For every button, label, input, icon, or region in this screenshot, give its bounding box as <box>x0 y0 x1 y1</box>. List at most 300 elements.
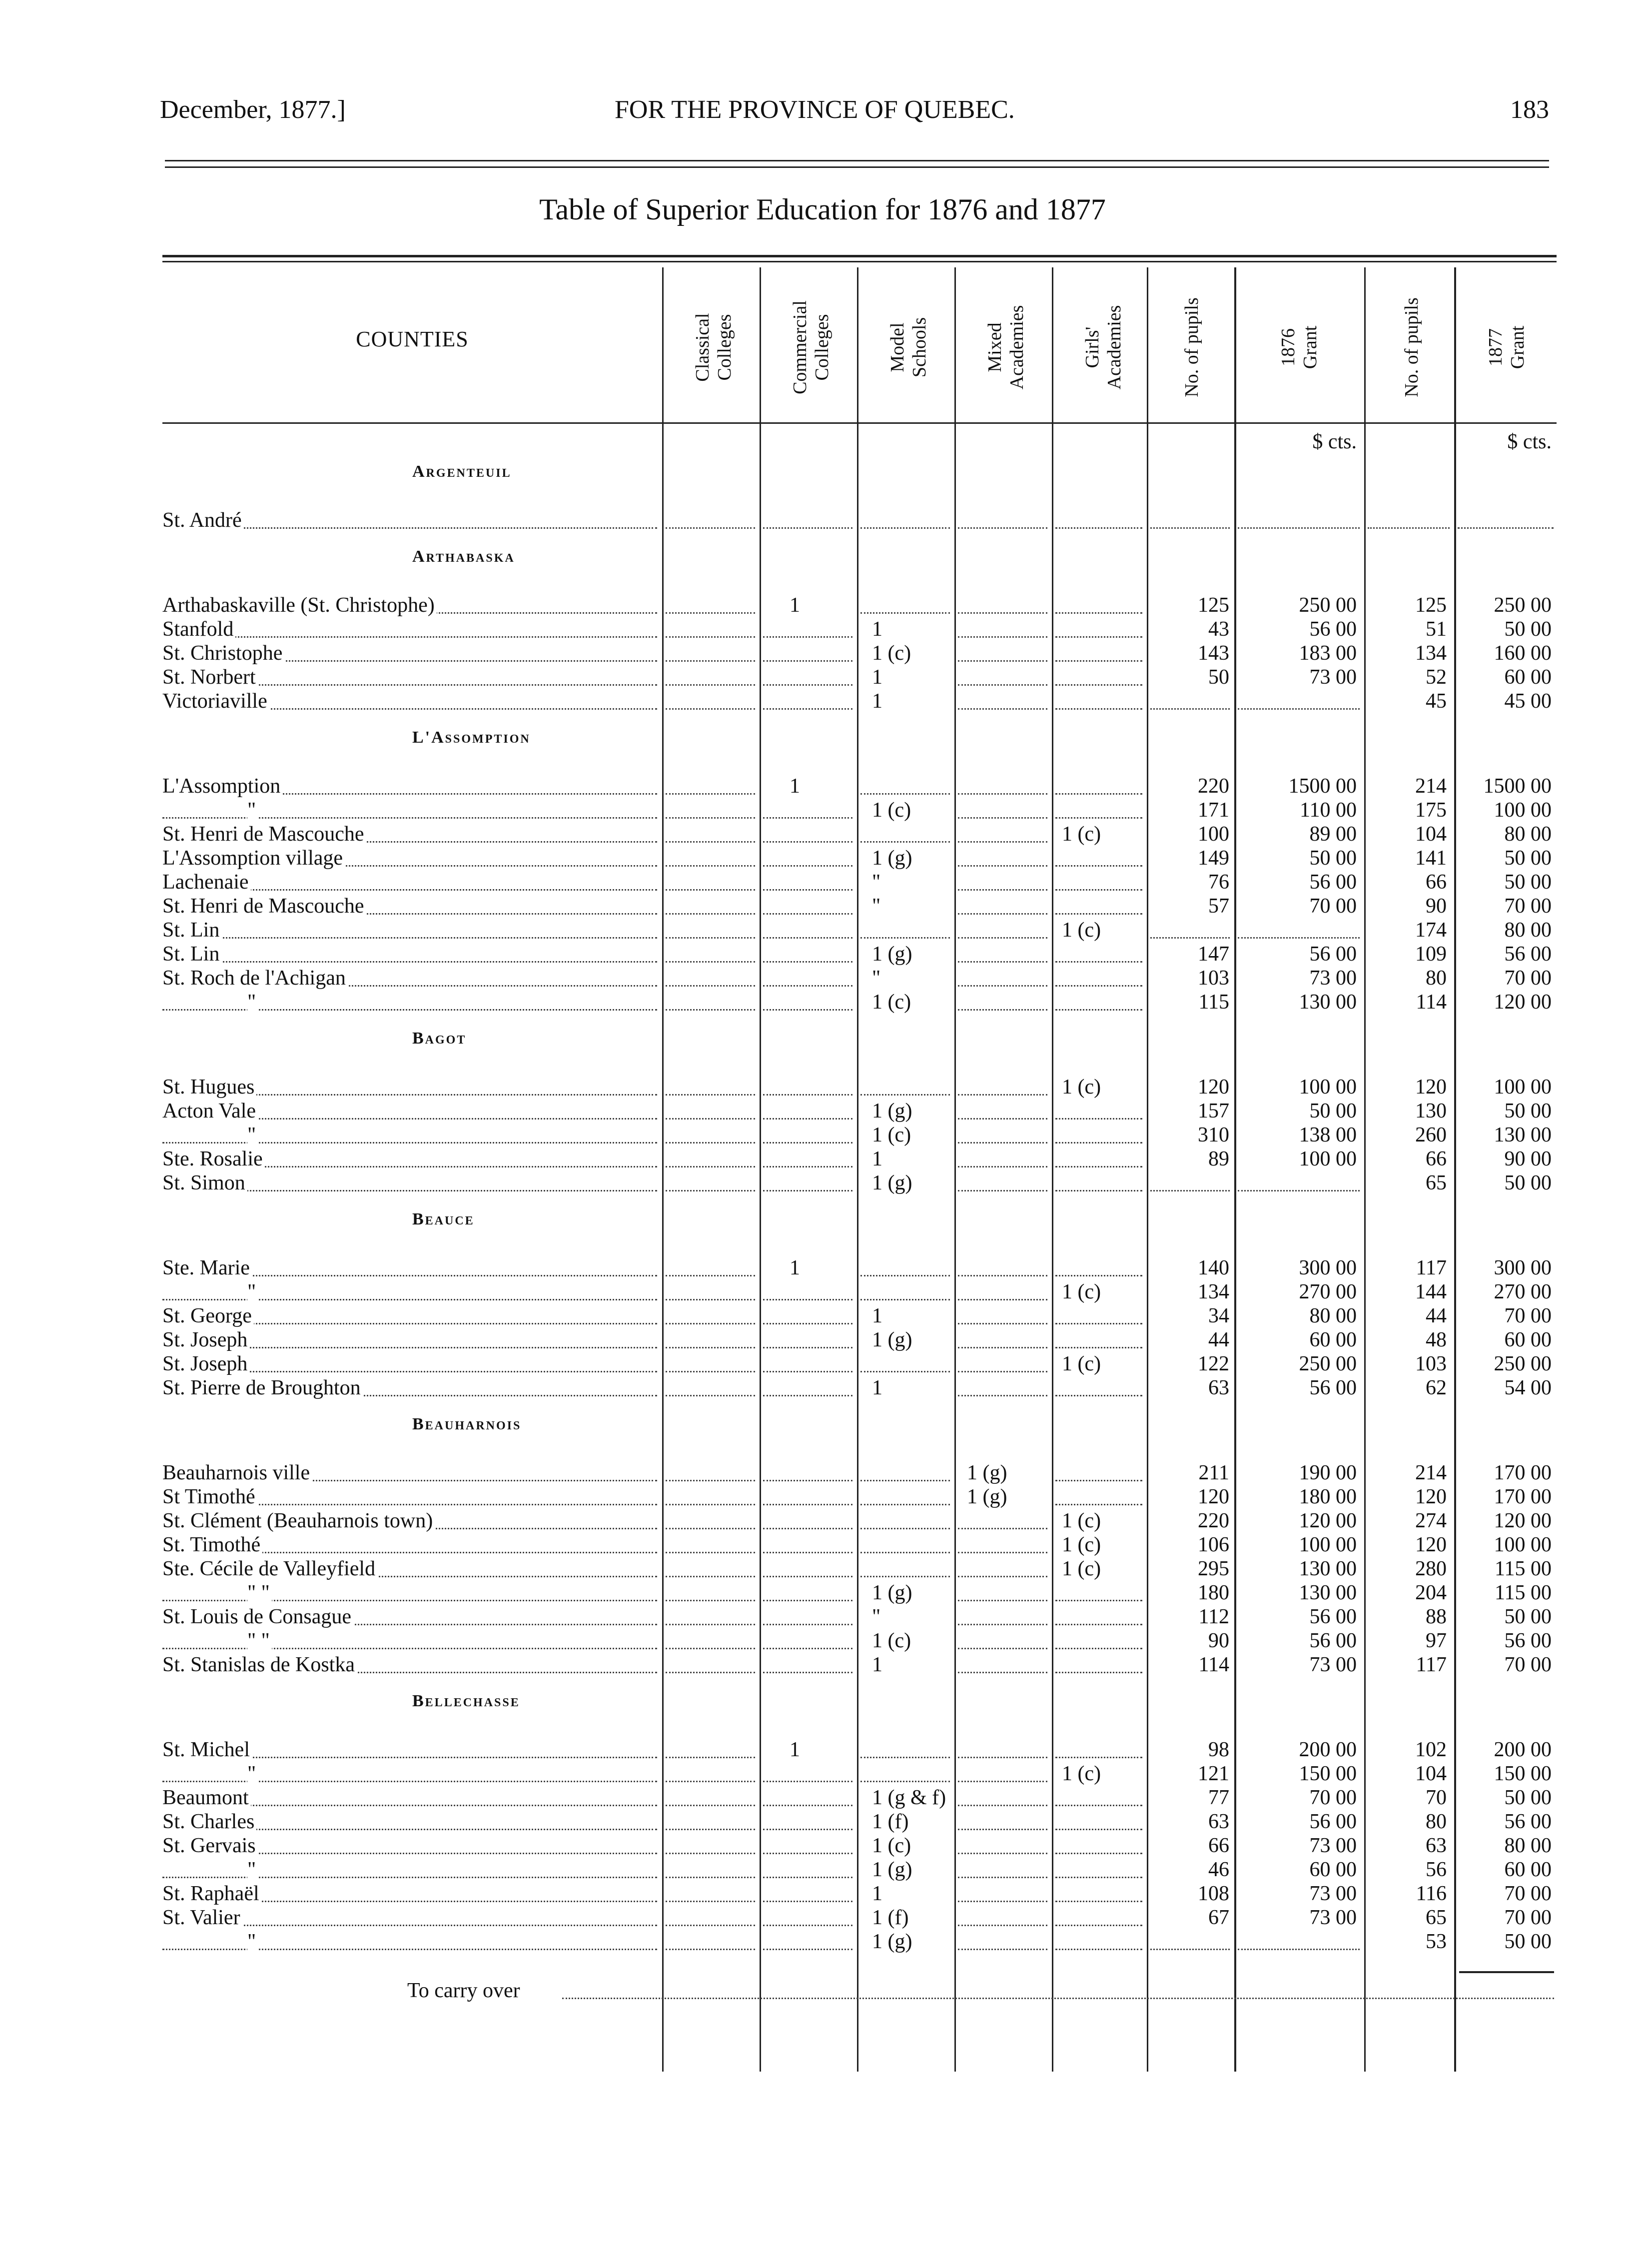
education-table <box>162 252 1557 2072</box>
cell-mo: " <box>872 895 881 918</box>
header-bottom-rule <box>162 422 1557 424</box>
cell-p6: 112 <box>1198 1605 1229 1628</box>
locality-name: St. Louis de Consague <box>162 1605 662 1629</box>
table-row <box>162 617 1557 641</box>
leader-dots <box>860 1456 950 1481</box>
leader-dots <box>666 660 755 686</box>
leader-dots <box>958 1829 1047 1854</box>
cell-p6: 76 <box>1208 871 1229 894</box>
cell-g7: 80 00 <box>1504 823 1552 846</box>
cell-g7: 50 00 <box>1504 871 1552 894</box>
cell-mo: 1 (g) <box>872 1581 912 1604</box>
header-rule <box>165 160 1549 161</box>
leader-dots <box>1055 684 1142 710</box>
cell-p7: 51 <box>1426 618 1447 641</box>
leader-dots <box>763 612 852 638</box>
cell-mo: 1 <box>872 1653 882 1676</box>
locality-name: " <box>162 798 662 822</box>
leader-dots <box>1055 1925 1142 1950</box>
cell-g7: 200 00 <box>1494 1738 1552 1761</box>
table-row <box>162 593 1557 617</box>
page-number: 183 <box>1510 95 1549 124</box>
cell-p7: 280 <box>1415 1557 1447 1580</box>
cell-p7: 90 <box>1426 895 1447 918</box>
cell-g6: 73 00 <box>1309 666 1357 689</box>
locality-name: St. Gervais <box>162 1834 662 1858</box>
leader-dots <box>666 684 755 710</box>
cell-p7: 88 <box>1426 1605 1447 1628</box>
leader-dots <box>958 769 1047 795</box>
cell-p6: 63 <box>1208 1810 1229 1833</box>
cell-g6: 138 00 <box>1299 1124 1357 1146</box>
cell-p7: 141 <box>1415 847 1447 870</box>
county-heading: Bellechasse <box>412 1692 520 1710</box>
leader-dots <box>958 1853 1047 1878</box>
table-row <box>162 1653 1557 1677</box>
leader-dots <box>958 1733 1047 1758</box>
table-row <box>162 1858 1557 1882</box>
locality-name: St. Pierre de Broughton <box>162 1376 662 1400</box>
leader-dots <box>666 1901 755 1926</box>
cell-g7: 115 00 <box>1495 1557 1552 1580</box>
locality-name: St. André <box>162 508 662 532</box>
cell-mo: 1 <box>872 1304 882 1327</box>
leader-dots <box>763 503 852 529</box>
cell-p6: 120 <box>1198 1076 1229 1099</box>
leader-dots <box>666 1504 755 1529</box>
leader-dots <box>666 1925 755 1950</box>
table-row <box>162 1762 1557 1786</box>
cell-g6: 200 00 <box>1299 1738 1357 1761</box>
cell-p7: 104 <box>1415 823 1447 846</box>
unit-1877: $ cts. <box>1507 430 1552 453</box>
cell-p6: 211 <box>1198 1461 1229 1484</box>
leader-dots <box>666 1877 755 1902</box>
leader-dots <box>860 588 950 614</box>
cell-p6: 57 <box>1208 895 1229 918</box>
leader-dots <box>666 793 755 819</box>
carry-over-label: To carry over <box>407 1979 520 2002</box>
table-row <box>162 508 1557 532</box>
leader-dots <box>763 636 852 662</box>
cell-g7: 115 00 <box>1495 1581 1552 1604</box>
leader-dots <box>763 937 852 963</box>
cell-p6: 106 <box>1198 1533 1229 1556</box>
leader-dots <box>860 1552 950 1577</box>
leader-dots <box>860 817 950 843</box>
header-grant-1876: 1876 Grant <box>1278 325 1321 369</box>
table-row <box>162 1099 1557 1123</box>
cell-p6: 89 <box>1208 1147 1229 1170</box>
table-row <box>162 1256 1557 1280</box>
cell-p6: 103 <box>1198 967 1229 990</box>
cell-p7: 63 <box>1426 1834 1447 1857</box>
running-head-date: December, 1877.] <box>160 95 346 124</box>
leader-dots <box>763 1118 852 1143</box>
cell-p7: 70 <box>1426 1786 1447 1809</box>
cell-p6: 149 <box>1198 847 1229 870</box>
leader-dots <box>666 1600 755 1625</box>
table-row <box>162 1882 1557 1906</box>
leader-dots <box>763 1781 852 1806</box>
cell-g7: 120 00 <box>1494 991 1552 1014</box>
leader-dots <box>763 865 852 891</box>
cell-gi: 1 (c) <box>1062 1762 1101 1785</box>
leader-dots <box>860 1347 950 1372</box>
cell-g7: 100 00 <box>1494 1076 1552 1099</box>
locality-name: St. Timothé <box>162 1533 662 1557</box>
cell-g6: 1500 00 <box>1288 775 1357 798</box>
leader-dots <box>1150 684 1230 710</box>
leader-dots <box>763 793 852 819</box>
locality-name: Lachenaie <box>162 870 662 894</box>
cell-mo: 1 (c) <box>872 991 911 1014</box>
leader-dots <box>958 1142 1047 1167</box>
cell-gi: 1 (c) <box>1062 1280 1101 1303</box>
table-row <box>162 1485 1557 1509</box>
cell-p7: 134 <box>1415 642 1447 665</box>
cell-p6: 120 <box>1198 1485 1229 1508</box>
cell-p7: 144 <box>1415 1280 1447 1303</box>
cell-g6: 250 00 <box>1299 1352 1357 1375</box>
leader-dots <box>666 865 755 891</box>
leader-dots <box>666 769 755 795</box>
cell-p7: 116 <box>1416 1882 1447 1905</box>
cell-p7: 114 <box>1416 991 1447 1014</box>
cell-p7: 120 <box>1415 1533 1447 1556</box>
cell-p7: 260 <box>1415 1124 1447 1146</box>
locality-name: St. Joseph <box>162 1352 662 1376</box>
cell-g7: 250 00 <box>1494 594 1552 617</box>
cell-p6: 108 <box>1198 1882 1229 1905</box>
cell-p6: 134 <box>1198 1280 1229 1303</box>
header-commercial: Commercial Colleges <box>789 300 832 394</box>
header-mixed: Mixed Academies <box>984 305 1027 390</box>
cell-p6: 140 <box>1198 1256 1229 1279</box>
leader-dots <box>666 1552 755 1577</box>
cell-mo: 1 (g) <box>872 943 912 966</box>
cell-mo: 1 (g) <box>872 1171 912 1194</box>
cell-p6: 67 <box>1208 1906 1229 1929</box>
cell-g7: 100 00 <box>1494 799 1552 822</box>
table-row <box>162 1533 1557 1557</box>
cell-co: 1 <box>790 775 800 798</box>
cell-mo: " <box>872 1605 881 1628</box>
leader-dots <box>666 1094 755 1120</box>
leader-dots <box>1150 503 1230 529</box>
cell-gi: 1 (c) <box>1062 1533 1101 1556</box>
cell-mo: 1 (c) <box>872 1629 911 1652</box>
table-row <box>162 1810 1557 1834</box>
cell-g7: 170 00 <box>1494 1461 1552 1484</box>
leader-dots <box>666 636 755 662</box>
locality-name: " <box>162 1762 662 1786</box>
leader-dots <box>860 1480 950 1505</box>
leader-dots <box>958 1299 1047 1324</box>
locality-name: St. Michel <box>162 1738 662 1762</box>
cell-g6: 120 00 <box>1299 1509 1357 1532</box>
cell-p7: 48 <box>1426 1328 1447 1351</box>
cell-g7: 70 00 <box>1504 895 1552 918</box>
table-row <box>162 1328 1557 1352</box>
cell-mo: 1 <box>872 1882 882 1905</box>
cell-mo: 1 <box>872 690 882 713</box>
leader-dots <box>1150 913 1230 939</box>
locality-name: " " <box>162 1629 662 1653</box>
cell-g6: 270 00 <box>1299 1280 1357 1303</box>
cell-g6: 60 00 <box>1309 1858 1357 1881</box>
cell-co: 1 <box>790 1256 800 1279</box>
locality-name: St. Hugues <box>162 1075 662 1099</box>
cell-g7: 56 00 <box>1504 1629 1552 1652</box>
table-row <box>162 1304 1557 1328</box>
cell-g6: 73 00 <box>1309 1834 1357 1857</box>
leader-dots <box>666 913 755 939</box>
cell-co: 1 <box>790 1738 800 1761</box>
county-heading: Argenteuil <box>412 462 512 481</box>
locality-name: St. Clément (Beauharnois town) <box>162 1509 662 1533</box>
cell-g7: 70 00 <box>1504 967 1552 990</box>
leader-dots <box>666 1829 755 1854</box>
table-row <box>162 1738 1557 1762</box>
table-row <box>162 918 1557 942</box>
leader-dots <box>666 961 755 987</box>
locality-name: Arthabaskaville (St. Christophe) <box>162 593 662 617</box>
leader-dots <box>958 1371 1047 1396</box>
cell-g6: 50 00 <box>1309 847 1357 870</box>
leader-dots <box>1368 503 1450 529</box>
leader-dots <box>860 769 950 795</box>
leader-dots <box>666 588 755 614</box>
leader-dots <box>958 1757 1047 1782</box>
leader-dots <box>763 1504 852 1529</box>
cell-g7: 80 00 <box>1504 919 1552 942</box>
county-heading: Arthabaska <box>412 547 515 566</box>
running-head-title: FOR THE PROVINCE OF QUEBEC. <box>615 95 1015 124</box>
table-row <box>162 1834 1557 1858</box>
leader-dots <box>1150 1925 1230 1950</box>
locality-name: St. Lin <box>162 918 662 942</box>
cell-p7: 65 <box>1426 1906 1447 1929</box>
leader-dots <box>763 1600 852 1625</box>
cell-p7: 120 <box>1415 1076 1447 1099</box>
cell-mo: 1 (c) <box>872 1834 911 1857</box>
locality-name: " <box>162 990 662 1014</box>
cell-p6: 44 <box>1208 1328 1229 1351</box>
cell-g6: 100 00 <box>1299 1533 1357 1556</box>
cell-g7: 60 00 <box>1504 1328 1552 1351</box>
table-row <box>162 1557 1557 1581</box>
leader-dots <box>958 1624 1047 1649</box>
leader-dots <box>763 1299 852 1324</box>
cell-g6: 150 00 <box>1299 1762 1357 1785</box>
leader-dots <box>958 1528 1047 1553</box>
cell-p6: 98 <box>1208 1738 1229 1761</box>
locality-name: " <box>162 1858 662 1882</box>
leader-dots <box>958 1094 1047 1120</box>
table-top-rule <box>162 255 1557 257</box>
unit-1876: $ cts. <box>1312 430 1357 453</box>
leader-dots <box>763 817 852 843</box>
table-row <box>162 846 1557 870</box>
leader-dots <box>666 1251 755 1276</box>
cell-g7: 150 00 <box>1494 1762 1552 1785</box>
locality-name: Beaumont <box>162 1786 662 1810</box>
table-row <box>162 1461 1557 1485</box>
cell-p6: 34 <box>1208 1304 1229 1327</box>
header-grant-1877: 1877 Grant <box>1485 325 1528 369</box>
cell-g7: 56 00 <box>1504 1810 1552 1833</box>
leader-dots <box>958 1166 1047 1191</box>
locality-name: St. Christophe <box>162 641 662 665</box>
locality-name: St. Simon <box>162 1171 662 1195</box>
locality-name: St. Henri de Mascouche <box>162 894 662 918</box>
cell-p7: 175 <box>1415 799 1447 822</box>
leader-dots <box>763 1648 852 1673</box>
leader-dots <box>666 1781 755 1806</box>
cell-g7: 50 00 <box>1504 1930 1552 1953</box>
cell-p7: 120 <box>1415 1485 1447 1508</box>
table-row <box>162 689 1557 713</box>
header-rule-2 <box>165 166 1549 168</box>
table-top-rule-2 <box>162 261 1557 262</box>
table-row <box>162 990 1557 1014</box>
header-pupils-1877: No. of pupils <box>1401 297 1422 397</box>
table-row <box>162 1581 1557 1605</box>
cell-g6: 73 00 <box>1309 967 1357 990</box>
leader-dots <box>666 503 755 529</box>
leader-dots <box>763 961 852 987</box>
cell-mo: 1 (g) <box>872 1930 912 1953</box>
cell-p6: 90 <box>1208 1629 1229 1652</box>
leader-dots <box>958 1576 1047 1601</box>
leader-dots <box>666 1456 755 1481</box>
leader-dots <box>763 841 852 867</box>
cell-g7: 45 00 <box>1504 690 1552 713</box>
cell-gi: 1 (c) <box>1062 919 1101 942</box>
leader-dots <box>763 1624 852 1649</box>
locality-name: " <box>162 1280 662 1304</box>
locality-name: Victoriaville <box>162 689 662 713</box>
cell-p7: 80 <box>1426 1810 1447 1833</box>
leader-dots <box>860 1757 950 1782</box>
leader-dots <box>958 841 1047 867</box>
cell-p6: 220 <box>1198 775 1229 798</box>
cell-mo: " <box>872 967 881 990</box>
cell-g6: 300 00 <box>1299 1256 1357 1279</box>
locality-name: Stanfold <box>162 617 662 641</box>
cell-g7: 70 00 <box>1504 1653 1552 1676</box>
cell-g7: 70 00 <box>1504 1882 1552 1905</box>
cell-mo: 1 (f) <box>872 1810 909 1833</box>
cell-p7: 66 <box>1426 1147 1447 1170</box>
leader-dots <box>958 1552 1047 1577</box>
cell-p6: 63 <box>1208 1376 1229 1399</box>
cell-g7: 90 00 <box>1504 1147 1552 1170</box>
cell-g7: 50 00 <box>1504 1786 1552 1809</box>
cell-g6: 56 00 <box>1309 1810 1357 1833</box>
leader-dots <box>666 1624 755 1649</box>
leader-dots <box>1458 503 1554 529</box>
leader-dots <box>666 1576 755 1601</box>
leader-dots <box>763 1877 852 1902</box>
table-row <box>162 942 1557 966</box>
locality-name: St. Henri de Mascouche <box>162 822 662 846</box>
cell-g7: 50 00 <box>1504 618 1552 641</box>
locality-name: " <box>162 1930 662 1954</box>
leader-dots <box>763 1757 852 1782</box>
cell-p7: 65 <box>1426 1171 1447 1194</box>
table-row <box>162 1075 1557 1099</box>
cell-g6: 73 00 <box>1309 1882 1357 1905</box>
header-counties: COUNTIES <box>356 327 469 351</box>
cell-mi: 1 (g) <box>967 1461 1007 1484</box>
cell-p7: 45 <box>1426 690 1447 713</box>
cell-g7: 60 00 <box>1504 666 1552 689</box>
leader-dots <box>958 588 1047 614</box>
cell-g6: 56 00 <box>1309 871 1357 894</box>
header-model: Model Schools <box>886 317 930 378</box>
leader-dots <box>958 1070 1047 1096</box>
leader-dots <box>958 660 1047 686</box>
county-heading: Beauharnois <box>412 1415 522 1433</box>
cell-p6: 43 <box>1208 618 1229 641</box>
county-heading: Bagot <box>412 1029 467 1048</box>
table-row <box>162 1786 1557 1810</box>
running-head <box>160 95 1549 130</box>
leader-dots <box>958 817 1047 843</box>
cell-p7: 56 <box>1426 1858 1447 1881</box>
table-row <box>162 1280 1557 1304</box>
cell-p6: 295 <box>1198 1557 1229 1580</box>
cell-mo: 1 <box>872 1376 882 1399</box>
cell-p7: 125 <box>1415 594 1447 617</box>
cell-p6: 147 <box>1198 943 1229 966</box>
leader-dots <box>958 612 1047 638</box>
cell-g6: 130 00 <box>1299 1557 1357 1580</box>
cell-mo: 1 (g) <box>872 1328 912 1351</box>
cell-g7: 70 00 <box>1504 1906 1552 1929</box>
locality-name: L'Assomption <box>162 774 662 798</box>
table-row <box>162 1629 1557 1653</box>
leader-dots <box>958 1648 1047 1673</box>
cell-p7: 274 <box>1415 1509 1447 1532</box>
leader-dots <box>958 1925 1047 1950</box>
cell-mo: 1 (f) <box>872 1906 909 1929</box>
cell-g7: 80 00 <box>1504 1834 1552 1857</box>
cell-g7: 270 00 <box>1494 1280 1552 1303</box>
table-row <box>162 1376 1557 1400</box>
cell-p7: 117 <box>1416 1256 1447 1279</box>
cell-g7: 120 00 <box>1494 1509 1552 1532</box>
locality-name: St Timothé <box>162 1485 662 1509</box>
leader-dots <box>1055 1166 1142 1191</box>
table-row <box>162 822 1557 846</box>
cell-mo: " <box>872 871 881 894</box>
cell-gi: 1 (c) <box>1062 1352 1101 1375</box>
cell-g6: 56 00 <box>1309 1376 1357 1399</box>
cell-g7: 100 00 <box>1494 1533 1552 1556</box>
leader-dots <box>958 913 1047 939</box>
leader-dots <box>763 1853 852 1878</box>
leader-dots <box>763 684 852 710</box>
leader-dots <box>958 1901 1047 1926</box>
header-girls: Girls' Academies <box>1081 305 1125 390</box>
header-classical: Classical Colleges <box>692 313 735 382</box>
cell-p6: 50 <box>1208 666 1229 689</box>
cell-g7: 50 00 <box>1504 1605 1552 1628</box>
table-row <box>162 1930 1557 1954</box>
